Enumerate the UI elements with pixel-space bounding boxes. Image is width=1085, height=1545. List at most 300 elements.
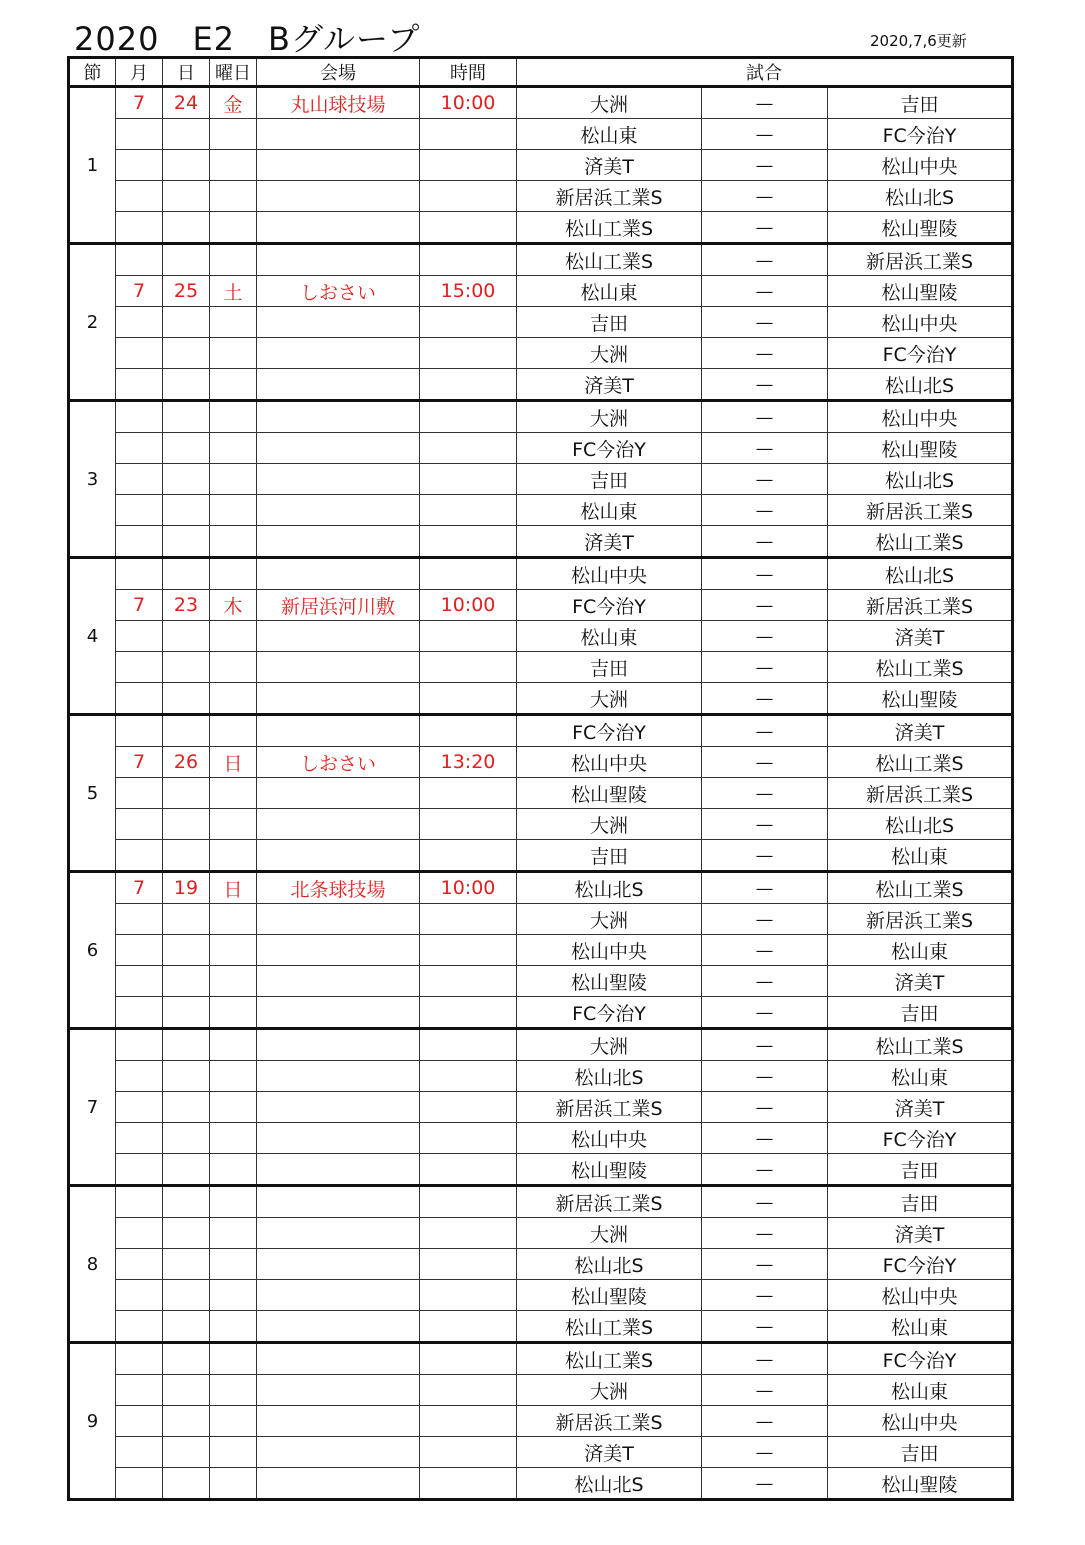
venue-cell — [257, 1406, 420, 1437]
day-cell — [163, 935, 210, 966]
weekday-cell — [210, 1029, 257, 1061]
day-cell — [163, 652, 210, 683]
home-team: 新居浜工業S — [517, 1186, 702, 1218]
time-cell — [420, 369, 517, 401]
time-cell — [420, 338, 517, 369]
away-team: FC今治Y — [828, 338, 1013, 369]
home-team: FC今治Y — [517, 715, 702, 747]
home-team: 済美T — [517, 526, 702, 558]
versus-dash: ― — [702, 276, 828, 307]
away-team: 松山中央 — [828, 401, 1013, 433]
weekday-cell — [210, 212, 257, 244]
away-team: FC今治Y — [828, 1123, 1013, 1154]
away-team: 松山工業S — [828, 747, 1013, 778]
day-cell — [163, 433, 210, 464]
time-cell — [420, 181, 517, 212]
away-team: 松山聖陵 — [828, 683, 1013, 715]
weekday-cell — [210, 526, 257, 558]
day-cell: 24 — [163, 87, 210, 119]
away-team: 松山北S — [828, 181, 1013, 212]
home-team: 松山東 — [517, 495, 702, 526]
home-team: 大洲 — [517, 809, 702, 840]
time-cell — [420, 1218, 517, 1249]
weekday-cell — [210, 495, 257, 526]
weekday-cell — [210, 1154, 257, 1186]
time-cell — [420, 621, 517, 652]
home-team: 新居浜工業S — [517, 1092, 702, 1123]
away-team: 松山東 — [828, 1061, 1013, 1092]
weekday-cell — [210, 1249, 257, 1280]
day-cell — [163, 840, 210, 872]
month-cell — [116, 1061, 163, 1092]
time-cell: 10:00 — [420, 590, 517, 621]
match-row — [69, 1092, 1013, 1123]
section-number: 3 — [69, 401, 116, 558]
versus-dash: ― — [702, 715, 828, 747]
match-row — [69, 119, 1013, 150]
home-team: FC今治Y — [517, 433, 702, 464]
match-row — [69, 307, 1013, 338]
versus-dash: ― — [702, 558, 828, 590]
weekday-cell — [210, 809, 257, 840]
day-cell — [163, 1249, 210, 1280]
away-team: 松山工業S — [828, 1029, 1013, 1061]
home-team: FC今治Y — [517, 590, 702, 621]
day-cell — [163, 1468, 210, 1500]
home-team: 大洲 — [517, 338, 702, 369]
month-cell — [116, 1186, 163, 1218]
time-cell — [420, 809, 517, 840]
home-team: 新居浜工業S — [517, 1406, 702, 1437]
versus-dash: ― — [702, 119, 828, 150]
away-team: 松山北S — [828, 369, 1013, 401]
away-team: 吉田 — [828, 1437, 1013, 1468]
home-team: 大洲 — [517, 1218, 702, 1249]
versus-dash: ― — [702, 244, 828, 276]
month-cell — [116, 338, 163, 369]
day-cell — [163, 1280, 210, 1311]
versus-dash: ― — [702, 747, 828, 778]
match-row — [69, 244, 1013, 276]
venue-cell — [257, 1280, 420, 1311]
versus-dash: ― — [702, 464, 828, 495]
match-row — [69, 966, 1013, 997]
venue-cell — [257, 1437, 420, 1468]
weekday-cell — [210, 369, 257, 401]
venue-cell — [257, 1343, 420, 1375]
time-cell — [420, 1375, 517, 1406]
weekday-cell — [210, 778, 257, 809]
month-cell — [116, 652, 163, 683]
match-row — [69, 1280, 1013, 1311]
match-row — [69, 212, 1013, 244]
weekday-cell — [210, 840, 257, 872]
versus-dash: ― — [702, 778, 828, 809]
venue-cell — [257, 526, 420, 558]
versus-dash: ― — [702, 840, 828, 872]
venue-cell: 新居浜河川敷 — [257, 590, 420, 621]
venue-cell — [257, 1123, 420, 1154]
time-cell — [420, 1154, 517, 1186]
away-team: 松山北S — [828, 809, 1013, 840]
header-venue: 会場 — [257, 58, 420, 87]
match-row — [69, 1061, 1013, 1092]
away-team: 松山工業S — [828, 652, 1013, 683]
match-row — [69, 181, 1013, 212]
section-number: 9 — [69, 1343, 116, 1500]
versus-dash: ― — [702, 1186, 828, 1218]
weekday-cell — [210, 1123, 257, 1154]
venue-cell: 丸山球技場 — [257, 87, 420, 119]
away-team: 済美T — [828, 715, 1013, 747]
match-row — [69, 1468, 1013, 1500]
weekday-cell — [210, 150, 257, 181]
day-cell — [163, 150, 210, 181]
away-team: 松山工業S — [828, 526, 1013, 558]
venue-cell — [257, 966, 420, 997]
day-cell — [163, 526, 210, 558]
day-cell — [163, 1375, 210, 1406]
weekday-cell: 金 — [210, 87, 257, 119]
month-cell — [116, 1154, 163, 1186]
weekday-cell — [210, 433, 257, 464]
versus-dash: ― — [702, 495, 828, 526]
versus-dash: ― — [702, 1375, 828, 1406]
weekday-cell — [210, 1061, 257, 1092]
weekday-cell — [210, 464, 257, 495]
day-cell — [163, 1061, 210, 1092]
day-cell: 26 — [163, 747, 210, 778]
section-number: 8 — [69, 1186, 116, 1343]
home-team: 松山中央 — [517, 1123, 702, 1154]
venue-cell — [257, 904, 420, 935]
weekday-cell — [210, 401, 257, 433]
venue-cell — [257, 558, 420, 590]
away-team: 松山中央 — [828, 150, 1013, 181]
venue-cell — [257, 1186, 420, 1218]
time-cell — [420, 433, 517, 464]
home-team: 松山聖陵 — [517, 1280, 702, 1311]
weekday-cell — [210, 1406, 257, 1437]
home-team: 大洲 — [517, 87, 702, 119]
venue-cell — [257, 1249, 420, 1280]
day-cell — [163, 966, 210, 997]
match-row — [69, 338, 1013, 369]
away-team: FC今治Y — [828, 1343, 1013, 1375]
away-team: 松山聖陵 — [828, 1468, 1013, 1500]
versus-dash: ― — [702, 809, 828, 840]
day-cell — [163, 495, 210, 526]
venue-cell — [257, 652, 420, 683]
match-row — [69, 1406, 1013, 1437]
venue-cell — [257, 683, 420, 715]
match-row — [69, 683, 1013, 715]
time-cell — [420, 1280, 517, 1311]
weekday-cell — [210, 1343, 257, 1375]
month-cell — [116, 1123, 163, 1154]
weekday-cell — [210, 652, 257, 683]
day-cell: 25 — [163, 276, 210, 307]
home-team: 済美T — [517, 369, 702, 401]
month-cell — [116, 1218, 163, 1249]
venue-cell — [257, 150, 420, 181]
section-block — [69, 872, 1013, 1029]
weekday-cell — [210, 904, 257, 935]
month-cell — [116, 840, 163, 872]
away-team: 吉田 — [828, 87, 1013, 119]
match-row — [69, 1186, 1013, 1218]
versus-dash: ― — [702, 87, 828, 119]
match-row — [69, 526, 1013, 558]
home-team: 松山北S — [517, 1061, 702, 1092]
month-cell — [116, 1249, 163, 1280]
weekday-cell — [210, 244, 257, 276]
day-cell — [163, 809, 210, 840]
match-row — [69, 904, 1013, 935]
home-team: 松山東 — [517, 621, 702, 652]
header-weekday: 曜日 — [210, 58, 257, 87]
venue-cell — [257, 369, 420, 401]
section-block — [69, 1186, 1013, 1343]
venue-cell — [257, 935, 420, 966]
match-row — [69, 150, 1013, 181]
away-team: 松山聖陵 — [828, 433, 1013, 464]
versus-dash: ― — [702, 872, 828, 904]
day-cell — [163, 1092, 210, 1123]
away-team: 松山北S — [828, 464, 1013, 495]
venue-cell — [257, 621, 420, 652]
versus-dash: ― — [702, 1218, 828, 1249]
versus-dash: ― — [702, 401, 828, 433]
time-cell — [420, 1123, 517, 1154]
home-team: 大洲 — [517, 1029, 702, 1061]
month-cell — [116, 935, 163, 966]
time-cell — [420, 1186, 517, 1218]
time-cell: 15:00 — [420, 276, 517, 307]
home-team: 大洲 — [517, 904, 702, 935]
time-cell — [420, 1311, 517, 1343]
day-cell — [163, 1186, 210, 1218]
venue-cell — [257, 181, 420, 212]
month-cell: 7 — [116, 747, 163, 778]
month-cell — [116, 904, 163, 935]
weekday-cell — [210, 966, 257, 997]
month-cell — [116, 433, 163, 464]
month-cell — [116, 212, 163, 244]
versus-dash: ― — [702, 1249, 828, 1280]
month-cell — [116, 150, 163, 181]
home-team: 松山工業S — [517, 1311, 702, 1343]
versus-dash: ― — [702, 1406, 828, 1437]
weekday-cell: 木 — [210, 590, 257, 621]
day-cell — [163, 401, 210, 433]
month-cell — [116, 778, 163, 809]
venue-cell: 北条球技場 — [257, 872, 420, 904]
section-number: 4 — [69, 558, 116, 715]
match-row — [69, 1311, 1013, 1343]
time-cell — [420, 935, 517, 966]
time-cell — [420, 683, 517, 715]
home-team: 済美T — [517, 150, 702, 181]
match-row — [69, 401, 1013, 433]
day-cell — [163, 1218, 210, 1249]
home-team: 済美T — [517, 1437, 702, 1468]
away-team: 松山北S — [828, 558, 1013, 590]
home-team: 松山東 — [517, 276, 702, 307]
versus-dash: ― — [702, 652, 828, 683]
venue-cell — [257, 433, 420, 464]
home-team: 松山工業S — [517, 244, 702, 276]
month-cell — [116, 244, 163, 276]
away-team: 済美T — [828, 1218, 1013, 1249]
day-cell — [163, 621, 210, 652]
match-row — [69, 87, 1013, 119]
match-row — [69, 935, 1013, 966]
away-team: FC今治Y — [828, 1249, 1013, 1280]
match-row — [69, 840, 1013, 872]
section-number: 6 — [69, 872, 116, 1029]
time-cell — [420, 1437, 517, 1468]
home-team: 吉田 — [517, 652, 702, 683]
match-row — [69, 1154, 1013, 1186]
day-cell — [163, 212, 210, 244]
away-team: 吉田 — [828, 1154, 1013, 1186]
versus-dash: ― — [702, 1123, 828, 1154]
time-cell — [420, 150, 517, 181]
venue-cell — [257, 1468, 420, 1500]
weekday-cell — [210, 621, 257, 652]
time-cell — [420, 526, 517, 558]
home-team: 松山中央 — [517, 558, 702, 590]
time-cell — [420, 1061, 517, 1092]
versus-dash: ― — [702, 935, 828, 966]
month-cell — [116, 181, 163, 212]
section-number: 5 — [69, 715, 116, 872]
time-cell — [420, 904, 517, 935]
home-team: 吉田 — [517, 307, 702, 338]
match-row — [69, 1249, 1013, 1280]
venue-cell — [257, 119, 420, 150]
home-team: FC今治Y — [517, 997, 702, 1029]
section-block — [69, 558, 1013, 715]
venue-cell — [257, 1154, 420, 1186]
header-setsu: 節 — [69, 58, 116, 87]
venue-cell — [257, 715, 420, 747]
header-match: 試合 — [517, 58, 1013, 87]
day-cell — [163, 1029, 210, 1061]
weekday-cell — [210, 1218, 257, 1249]
match-row — [69, 1437, 1013, 1468]
time-cell: 10:00 — [420, 87, 517, 119]
month-cell — [116, 621, 163, 652]
home-team: 吉田 — [517, 840, 702, 872]
venue-cell — [257, 840, 420, 872]
day-cell — [163, 464, 210, 495]
match-row — [69, 1029, 1013, 1061]
month-cell — [116, 558, 163, 590]
day-cell — [163, 307, 210, 338]
versus-dash: ― — [702, 1092, 828, 1123]
venue-cell — [257, 1311, 420, 1343]
section-number: 2 — [69, 244, 116, 401]
venue-cell — [257, 401, 420, 433]
match-row — [69, 558, 1013, 590]
section-block — [69, 244, 1013, 401]
month-cell — [116, 1343, 163, 1375]
home-team: 松山工業S — [517, 212, 702, 244]
weekday-cell: 日 — [210, 872, 257, 904]
match-row — [69, 621, 1013, 652]
time-cell — [420, 212, 517, 244]
venue-cell — [257, 997, 420, 1029]
venue-cell — [257, 495, 420, 526]
match-row — [69, 997, 1013, 1029]
month-cell — [116, 464, 163, 495]
page-title: 2020 E2 Bグループ — [74, 20, 421, 58]
venue-cell — [257, 464, 420, 495]
time-cell — [420, 244, 517, 276]
away-team: 新居浜工業S — [828, 778, 1013, 809]
away-team: 吉田 — [828, 997, 1013, 1029]
match-row — [69, 872, 1013, 904]
versus-dash: ― — [702, 338, 828, 369]
weekday-cell — [210, 307, 257, 338]
month-cell — [116, 1280, 163, 1311]
away-team: 済美T — [828, 966, 1013, 997]
month-cell — [116, 307, 163, 338]
versus-dash: ― — [702, 997, 828, 1029]
weekday-cell — [210, 997, 257, 1029]
weekday-cell — [210, 683, 257, 715]
time-cell — [420, 966, 517, 997]
home-team: 松山聖陵 — [517, 966, 702, 997]
day-cell — [163, 119, 210, 150]
weekday-cell — [210, 119, 257, 150]
time-cell — [420, 558, 517, 590]
home-team: 大洲 — [517, 401, 702, 433]
venue-cell — [257, 1375, 420, 1406]
header-month: 月 — [116, 58, 163, 87]
month-cell — [116, 526, 163, 558]
day-cell — [163, 778, 210, 809]
versus-dash: ― — [702, 212, 828, 244]
day-cell — [163, 683, 210, 715]
home-team: 松山中央 — [517, 747, 702, 778]
home-team: 吉田 — [517, 464, 702, 495]
away-team: 松山聖陵 — [828, 276, 1013, 307]
home-team: 松山聖陵 — [517, 1154, 702, 1186]
match-row — [69, 747, 1013, 778]
versus-dash: ― — [702, 181, 828, 212]
month-cell — [116, 715, 163, 747]
day-cell: 19 — [163, 872, 210, 904]
month-cell: 7 — [116, 590, 163, 621]
away-team: 松山東 — [828, 1311, 1013, 1343]
day-cell — [163, 1343, 210, 1375]
versus-dash: ― — [702, 1061, 828, 1092]
versus-dash: ― — [702, 1468, 828, 1500]
away-team: 済美T — [828, 1092, 1013, 1123]
time-cell — [420, 652, 517, 683]
venue-cell — [257, 212, 420, 244]
weekday-cell — [210, 1468, 257, 1500]
section-block — [69, 1029, 1013, 1186]
away-team: 松山中央 — [828, 1280, 1013, 1311]
time-cell — [420, 1249, 517, 1280]
versus-dash: ― — [702, 1154, 828, 1186]
match-row — [69, 1218, 1013, 1249]
match-row — [69, 1375, 1013, 1406]
